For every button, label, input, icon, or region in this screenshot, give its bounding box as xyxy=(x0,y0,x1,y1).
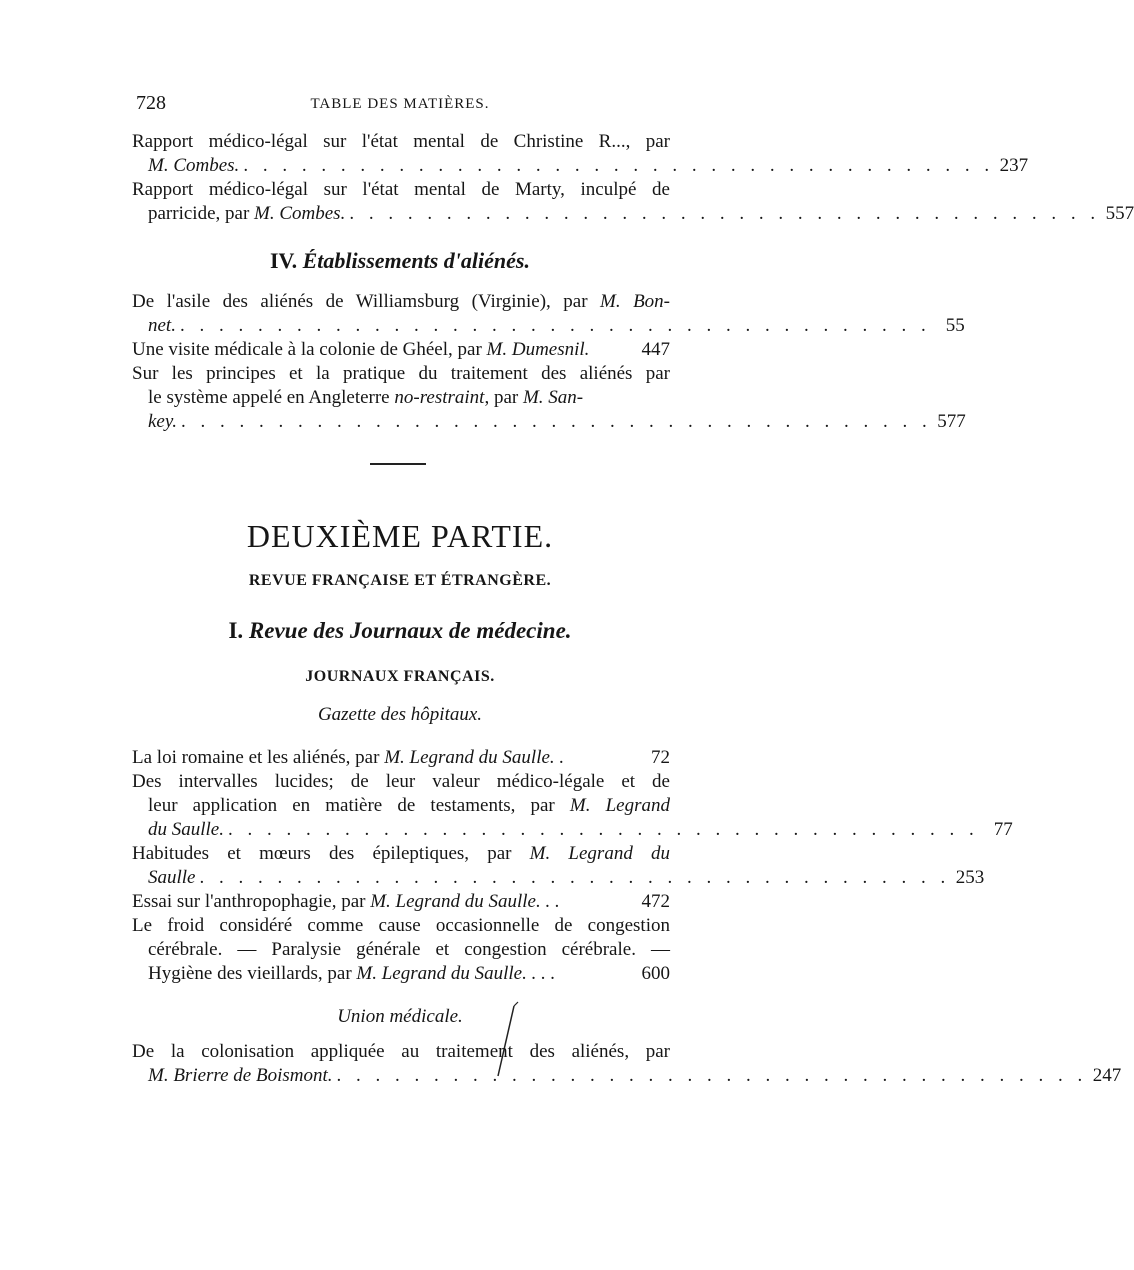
page-ref: 77 xyxy=(993,819,1013,840)
author: du Saulle. xyxy=(148,819,224,840)
toc-entry-anthropophagie xyxy=(132,890,670,914)
author: M. Combes. xyxy=(148,155,240,176)
author: Saulle xyxy=(148,867,196,888)
leader-dots: . . . . . . . . . . . . . . . . . . . . . . . . . . . . . . . . . . . . . . . xyxy=(336,1065,1088,1086)
entry-text: Habitudes et mœurs des épileptiques, par xyxy=(132,843,530,864)
author: M. Brierre de Boismont. xyxy=(148,1065,333,1086)
page-ref: 472 xyxy=(641,891,670,912)
toc-entry-intervalles-line2 xyxy=(148,794,670,818)
page-ref: 72 xyxy=(651,747,670,768)
entry-text: Hygiène des vieillards, par xyxy=(148,963,357,984)
entry-text: Une visite médicale à la colonie de Ghéel, par xyxy=(132,339,487,360)
author: M. Legrand du xyxy=(529,843,670,864)
entry-text: leur application en matière de testaments, par xyxy=(148,795,570,816)
entry-text: , par xyxy=(484,387,523,408)
toc-entry-froid-line3 xyxy=(148,962,670,986)
page-number: 728 xyxy=(136,92,166,114)
leader-dots: . . . . . . . . . . . . . . . . . . . . . . . . . . . . . . . . . . . . . . . xyxy=(179,315,931,336)
toc-entry-marty-line1: Rapport médico-légal sur l'état mental de Marty, inculpé de xyxy=(132,179,670,200)
page-ref: 557 xyxy=(1105,203,1134,224)
page-ref: 55 xyxy=(945,315,965,336)
toc-entry-no-restraint-line1: Sur les principes et la pratique du traitement des aliénés par xyxy=(132,363,670,384)
section-title: Revue des Journaux de médecine. xyxy=(248,618,572,643)
journal-title: Gazette des hôpitaux. xyxy=(317,704,483,725)
leader-dots: . . . . . . . . . . . . . . . . . . . . . . . . . . . . . . . . . . . . . . . xyxy=(243,155,995,176)
author: M. Legrand du Saulle. . . . xyxy=(356,963,556,984)
author: M. Combes. xyxy=(254,203,346,224)
toc-entry-colonisation-line2 xyxy=(148,1064,1122,1088)
toc-entry-epileptiques-line1 xyxy=(132,842,670,866)
author: M. Dumesnil. xyxy=(486,339,590,360)
entry-text: Essai sur l'anthropophagie, par xyxy=(132,891,371,912)
entry-text: De l'asile des aliénés de Williamsburg (Virginie), par xyxy=(132,291,601,312)
leader-dots: . . . . . . . . . . . . . . . . . . . . . . . . . . . . . . . . . . . . . . . xyxy=(199,867,951,888)
entry-text: La loi romaine et les aliénés, par xyxy=(132,747,385,768)
part-subtitle: REVUE FRANÇAISE ET ÉTRANGÈRE. xyxy=(248,572,552,589)
author: key. xyxy=(148,411,178,432)
journal-title: Union médicale. xyxy=(337,1006,463,1027)
author: M. Legrand du Saulle. . . xyxy=(370,891,560,912)
page-ref: 247 xyxy=(1092,1065,1122,1086)
group-heading: JOURNAUX FRANÇAIS. xyxy=(305,668,495,685)
toc-entry-intervalles-line1: Des intervalles lucides; de leur valeur médico-légale et de xyxy=(132,771,670,792)
toc-entry-colonisation-line1: De la colonisation appliquée au traitement des aliénés, par xyxy=(132,1041,670,1062)
toc-entry-no-restraint-line3 xyxy=(148,410,966,434)
section-title: Établissements d'aliénés. xyxy=(302,248,530,273)
toc-entry-marty-line2 xyxy=(148,202,1134,226)
leader-dots: . . . . . . . . . . . . . . . . . . . . . . . . . . . . . . . . . . . . . . . xyxy=(228,819,979,840)
author: M. Bon- xyxy=(600,291,670,312)
author: M. San- xyxy=(522,387,584,408)
page-ref: 447 xyxy=(641,339,670,360)
toc-entry-froid-line2: cérébrale. — Paralysie générale et congestion cérébrale. — xyxy=(148,939,670,960)
toc-entry-epileptiques-line2 xyxy=(148,866,985,890)
toc-entry-williamsburg-line2 xyxy=(148,314,965,338)
entry-text: le système appelé en Angleterre xyxy=(148,387,395,408)
toc-entry-gheel xyxy=(132,338,670,362)
toc-entry-froid-line1: Le froid considéré comme cause occasionnelle de congestion xyxy=(132,915,670,936)
toc-entry-christine-line2 xyxy=(148,154,1029,178)
toc-entry-no-restraint-line2 xyxy=(148,386,670,410)
page-ref: 600 xyxy=(641,963,670,984)
divider-rule xyxy=(370,463,426,465)
leader-dots: . . . . . . . . . . . . . . . . . . . . . . . . . . . . . . . . . . . . . . . xyxy=(181,411,932,432)
author: net. xyxy=(148,315,176,336)
section-heading-iv xyxy=(0,248,800,274)
term: no-restraint xyxy=(394,387,485,408)
entry-text: parricide, par xyxy=(148,203,255,224)
toc-entry-christine-line1: Rapport médico-légal sur l'état mental de Christine R..., par xyxy=(132,131,670,152)
author: M. Legrand xyxy=(569,795,670,816)
running-header: TABLE DES MATIÈRES. xyxy=(310,96,490,112)
section-numeral: IV. xyxy=(270,248,298,273)
toc-entry-williamsburg-line1 xyxy=(132,290,670,314)
toc-entry-intervalles-line3 xyxy=(148,818,1013,842)
author: M. Legrand du Saulle. . xyxy=(384,747,565,768)
page-ref: 237 xyxy=(999,155,1029,176)
part-title: DEUXIÈME PARTIE. xyxy=(246,518,554,554)
toc-entry-loi-romaine xyxy=(132,746,670,770)
page-ref: 577 xyxy=(937,411,966,432)
section-numeral: I. xyxy=(228,618,244,643)
page-ref: 253 xyxy=(955,867,985,888)
leader-dots: . . . . . . . . . . . . . . . . . . . . . . . . . . . . . . . . . . . . . . . xyxy=(349,203,1101,224)
section-heading-i xyxy=(0,618,800,644)
